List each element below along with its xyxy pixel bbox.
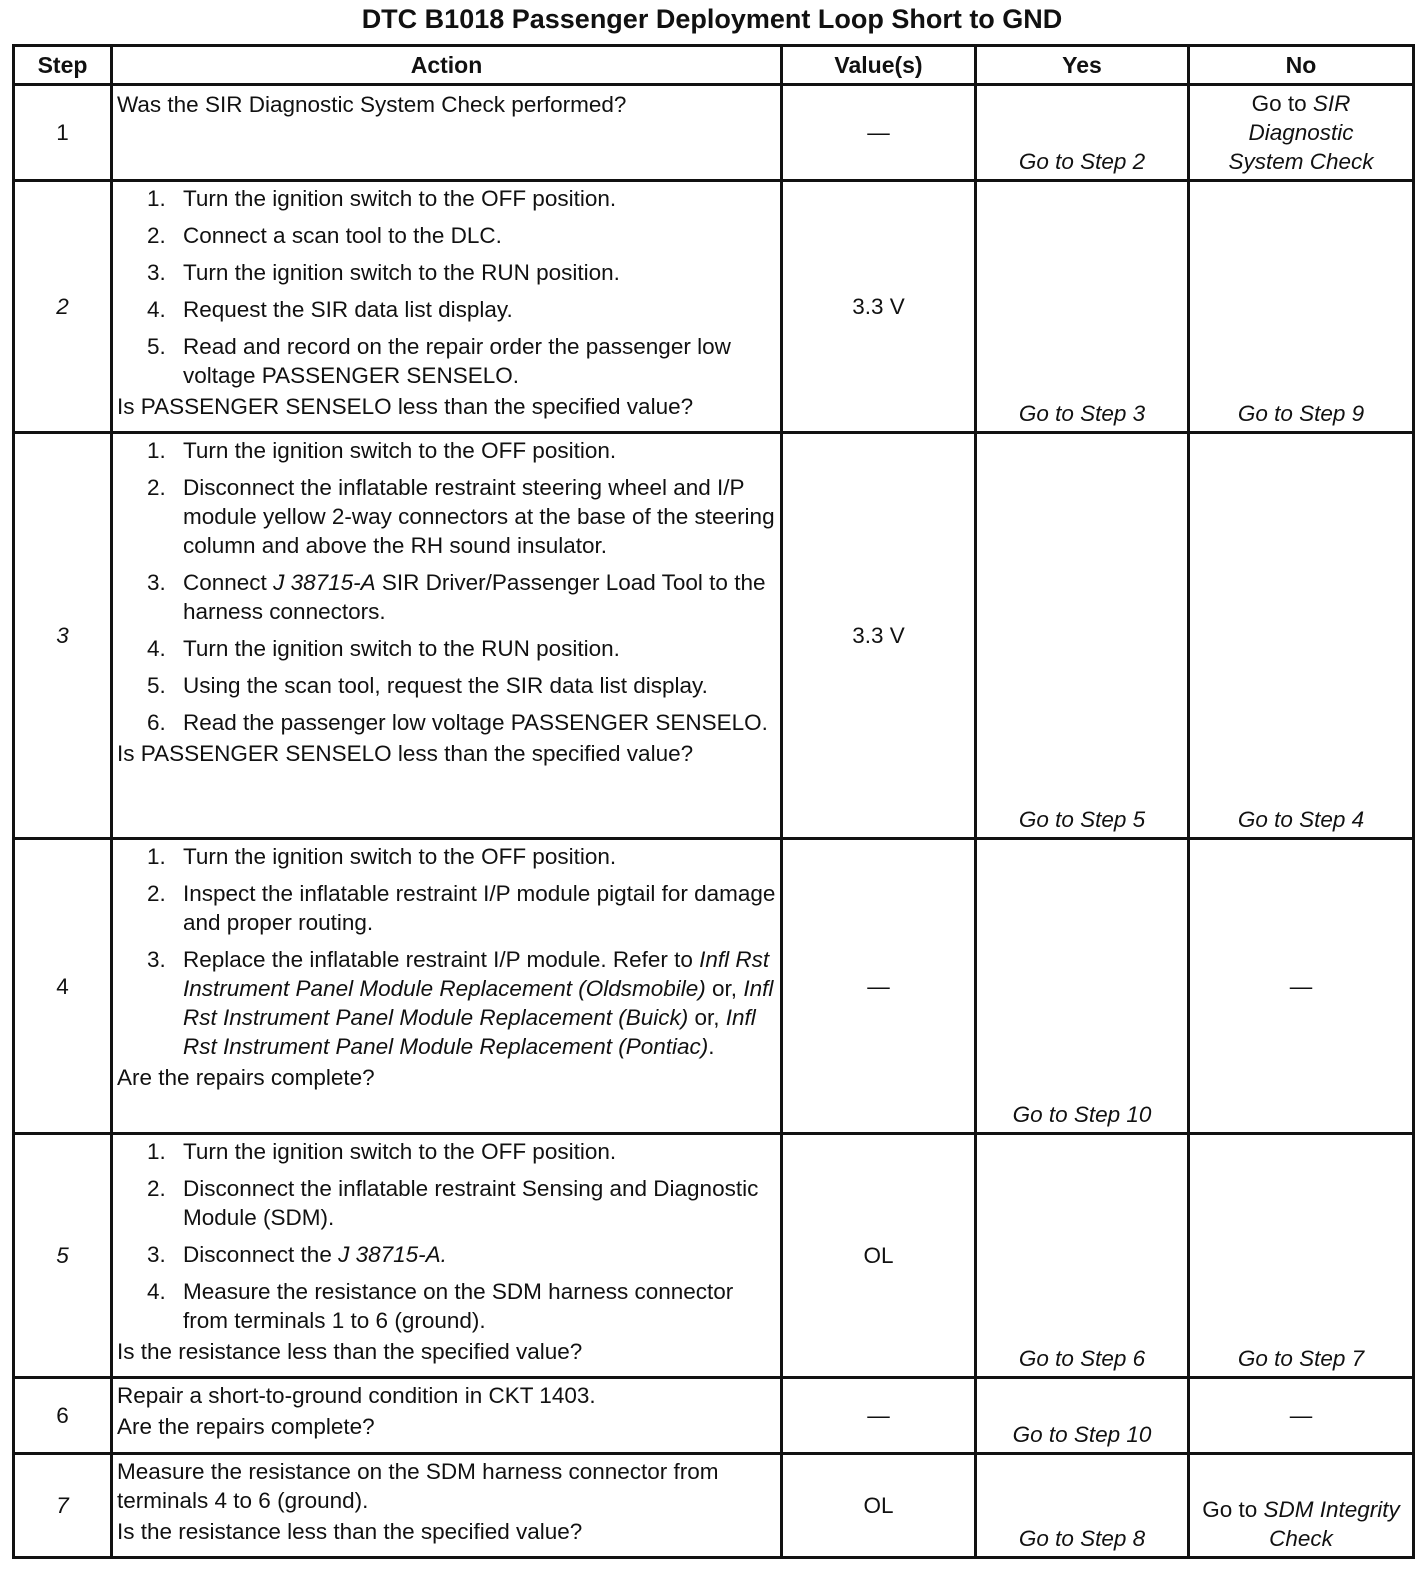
header-yes: Yes (976, 46, 1189, 85)
action-list (117, 1137, 776, 1335)
step-number: 1 (14, 85, 112, 181)
action-list (117, 184, 776, 390)
no-link[interactable]: SDM Integrity Check (1263, 1497, 1400, 1551)
yes-cell (976, 85, 1189, 181)
table-row-step-5 (14, 1134, 1414, 1378)
action-list (117, 842, 776, 1061)
table-row-step-2 (14, 181, 1414, 433)
list-item: 5. Read and record on the repair order the passenger low voltage PASSENGER SENSELO. (147, 334, 731, 388)
step-number: 7 (14, 1454, 112, 1558)
list-item: 2. Inspect the inflatable restraint I/P module pigtail for damage and proper routing. (147, 881, 776, 935)
no-prefix: Go to (1202, 1497, 1258, 1522)
yes-link[interactable]: Go to Step 3 (1018, 401, 1146, 426)
tool-ref[interactable]: J 38715-A. (338, 1242, 447, 1267)
yes-link[interactable]: Go to Step 8 (1018, 1526, 1146, 1551)
yes-cell (976, 181, 1189, 433)
list-item: 4. Measure the resistance on the SDM harness connector from terminals 1 to 6 (ground). (147, 1279, 734, 1333)
no-prefix: Go to (1251, 91, 1307, 116)
header-step: Step (14, 46, 112, 85)
list-item: 4. Turn the ignition switch to the RUN position. (147, 636, 620, 661)
no-link[interactable]: Go to Step 7 (1237, 1346, 1365, 1371)
value-cell: OL (782, 1134, 976, 1378)
action-cell (112, 1454, 782, 1558)
question: Are the repairs complete? (117, 1065, 375, 1090)
header-action: Action (112, 46, 782, 85)
page-title: DTC B1018 Passenger Deployment Loop Short to GND (361, 4, 1063, 34)
list-item: 5. Using the scan tool, request the SIR data list display. (147, 673, 708, 698)
yes-cell (976, 1134, 1189, 1378)
table-row-step-3 (14, 433, 1414, 839)
action-cell (112, 181, 782, 433)
table-row-step-6 (14, 1378, 1414, 1454)
step-number: 3 (14, 433, 112, 839)
question: Is PASSENGER SENSELO less than the specified value? (117, 741, 694, 766)
action-list (117, 436, 776, 737)
value-cell: OL (782, 1454, 976, 1558)
header-row (14, 46, 1414, 85)
step-number: 5 (14, 1134, 112, 1378)
list-item: 2. Disconnect the inflatable restraint Sensing and Diagnostic Module (SDM). (147, 1176, 759, 1230)
action-cell (112, 1134, 782, 1378)
list-item: 2. Disconnect the inflatable restraint steering wheel and I/P module yellow 2-way connectors at the base of the steering column and above the RH sound insulator. (147, 475, 775, 558)
list-item: 1. Turn the ignition switch to the OFF position. (147, 844, 617, 869)
table-row-step-7 (14, 1454, 1414, 1558)
no-link[interactable]: SIR Diagnostic System Check (1228, 91, 1374, 174)
no-cell (1189, 433, 1414, 839)
action-cell (112, 433, 782, 839)
list-item: 3. Connect J 38715-A SIR Driver/Passenger Load Tool to the harness connectors. (147, 570, 766, 624)
list-item: 3. Replace the inflatable restraint I/P module. Refer to Infl Rst Instrument Panel Module Replacement (Oldsmobile) or, Infl Rst Instrument Panel Module Replacement (Buick) or, Infl Rst Instrument Panel Module Replacement (Pontiac). (147, 947, 774, 1059)
action-cell (112, 839, 782, 1134)
list-item: 2. Connect a scan tool to the DLC. (147, 223, 502, 248)
yes-cell (976, 433, 1189, 839)
list-item: 3. Turn the ignition switch to the RUN position. (147, 260, 620, 285)
yes-cell (976, 1454, 1189, 1558)
header-no: No (1189, 46, 1414, 85)
value-cell: — (782, 839, 976, 1134)
no-cell (1189, 1134, 1414, 1378)
list-item: 6. Read the passenger low voltage PASSENGER SENSELO. (147, 710, 768, 735)
question: Was the SIR Diagnostic System Check performed? (117, 92, 627, 117)
no-cell: — (1189, 1378, 1414, 1454)
header-values: Value(s) (782, 46, 976, 85)
step-number: 4 (14, 839, 112, 1134)
no-link[interactable]: Go to Step 9 (1237, 401, 1365, 426)
no-cell (1189, 1454, 1414, 1558)
value-cell: 3.3 V (782, 181, 976, 433)
action-text: Repair a short-to-ground condition in CKT 1403. (117, 1383, 596, 1408)
list-item: 3. Disconnect the J 38715-A. (147, 1242, 447, 1267)
yes-link[interactable]: Go to Step 10 (1012, 1422, 1152, 1447)
yes-link[interactable]: Go to Step 2 (1018, 149, 1146, 174)
no-cell (1189, 181, 1414, 433)
yes-cell (976, 1378, 1189, 1454)
procedure-ref[interactable]: Infl Rst Instrument Panel Module Replacement (Buick) (183, 976, 774, 1030)
list-item: 1. Turn the ignition switch to the OFF position. (147, 186, 617, 211)
question: Are the repairs complete? (117, 1414, 375, 1439)
question: Is the resistance less than the specified value? (117, 1339, 583, 1364)
list-item: 1. Turn the ignition switch to the OFF position. (147, 438, 617, 463)
no-cell: — (1189, 839, 1414, 1134)
action-cell (112, 1378, 782, 1454)
table-row-step-1 (14, 85, 1414, 181)
procedure-ref[interactable]: Infl Rst Instrument Panel Module Replacement (Oldsmobile) (183, 947, 770, 1001)
no-cell (1189, 85, 1414, 181)
yes-link[interactable]: Go to Step 10 (1012, 1102, 1152, 1127)
action-text: Measure the resistance on the SDM harness connector from terminals 4 to 6 (ground). (117, 1459, 719, 1513)
no-link[interactable]: Go to Step 4 (1237, 807, 1365, 832)
action-cell (112, 85, 782, 181)
question: Is the resistance less than the specified value? (117, 1519, 583, 1544)
value-cell: — (782, 1378, 976, 1454)
yes-link[interactable]: Go to Step 6 (1018, 1346, 1146, 1371)
yes-cell (976, 839, 1189, 1134)
step-number: 2 (14, 181, 112, 433)
yes-link[interactable]: Go to Step 5 (1018, 807, 1146, 832)
question: Is PASSENGER SENSELO less than the specified value? (117, 394, 694, 419)
value-cell: — (782, 85, 976, 181)
list-item: 1. Turn the ignition switch to the OFF position. (147, 1139, 617, 1164)
procedure-ref[interactable]: Infl Rst Instrument Panel Module Replacement (Pontiac) (183, 1005, 756, 1059)
list-item: 4. Request the SIR data list display. (147, 297, 513, 322)
tool-ref[interactable]: J 38715-A (273, 570, 376, 595)
diagnostic-table (12, 44, 1415, 1559)
value-cell: 3.3 V (782, 433, 976, 839)
table-row-step-4 (14, 839, 1414, 1134)
step-number: 6 (14, 1378, 112, 1454)
